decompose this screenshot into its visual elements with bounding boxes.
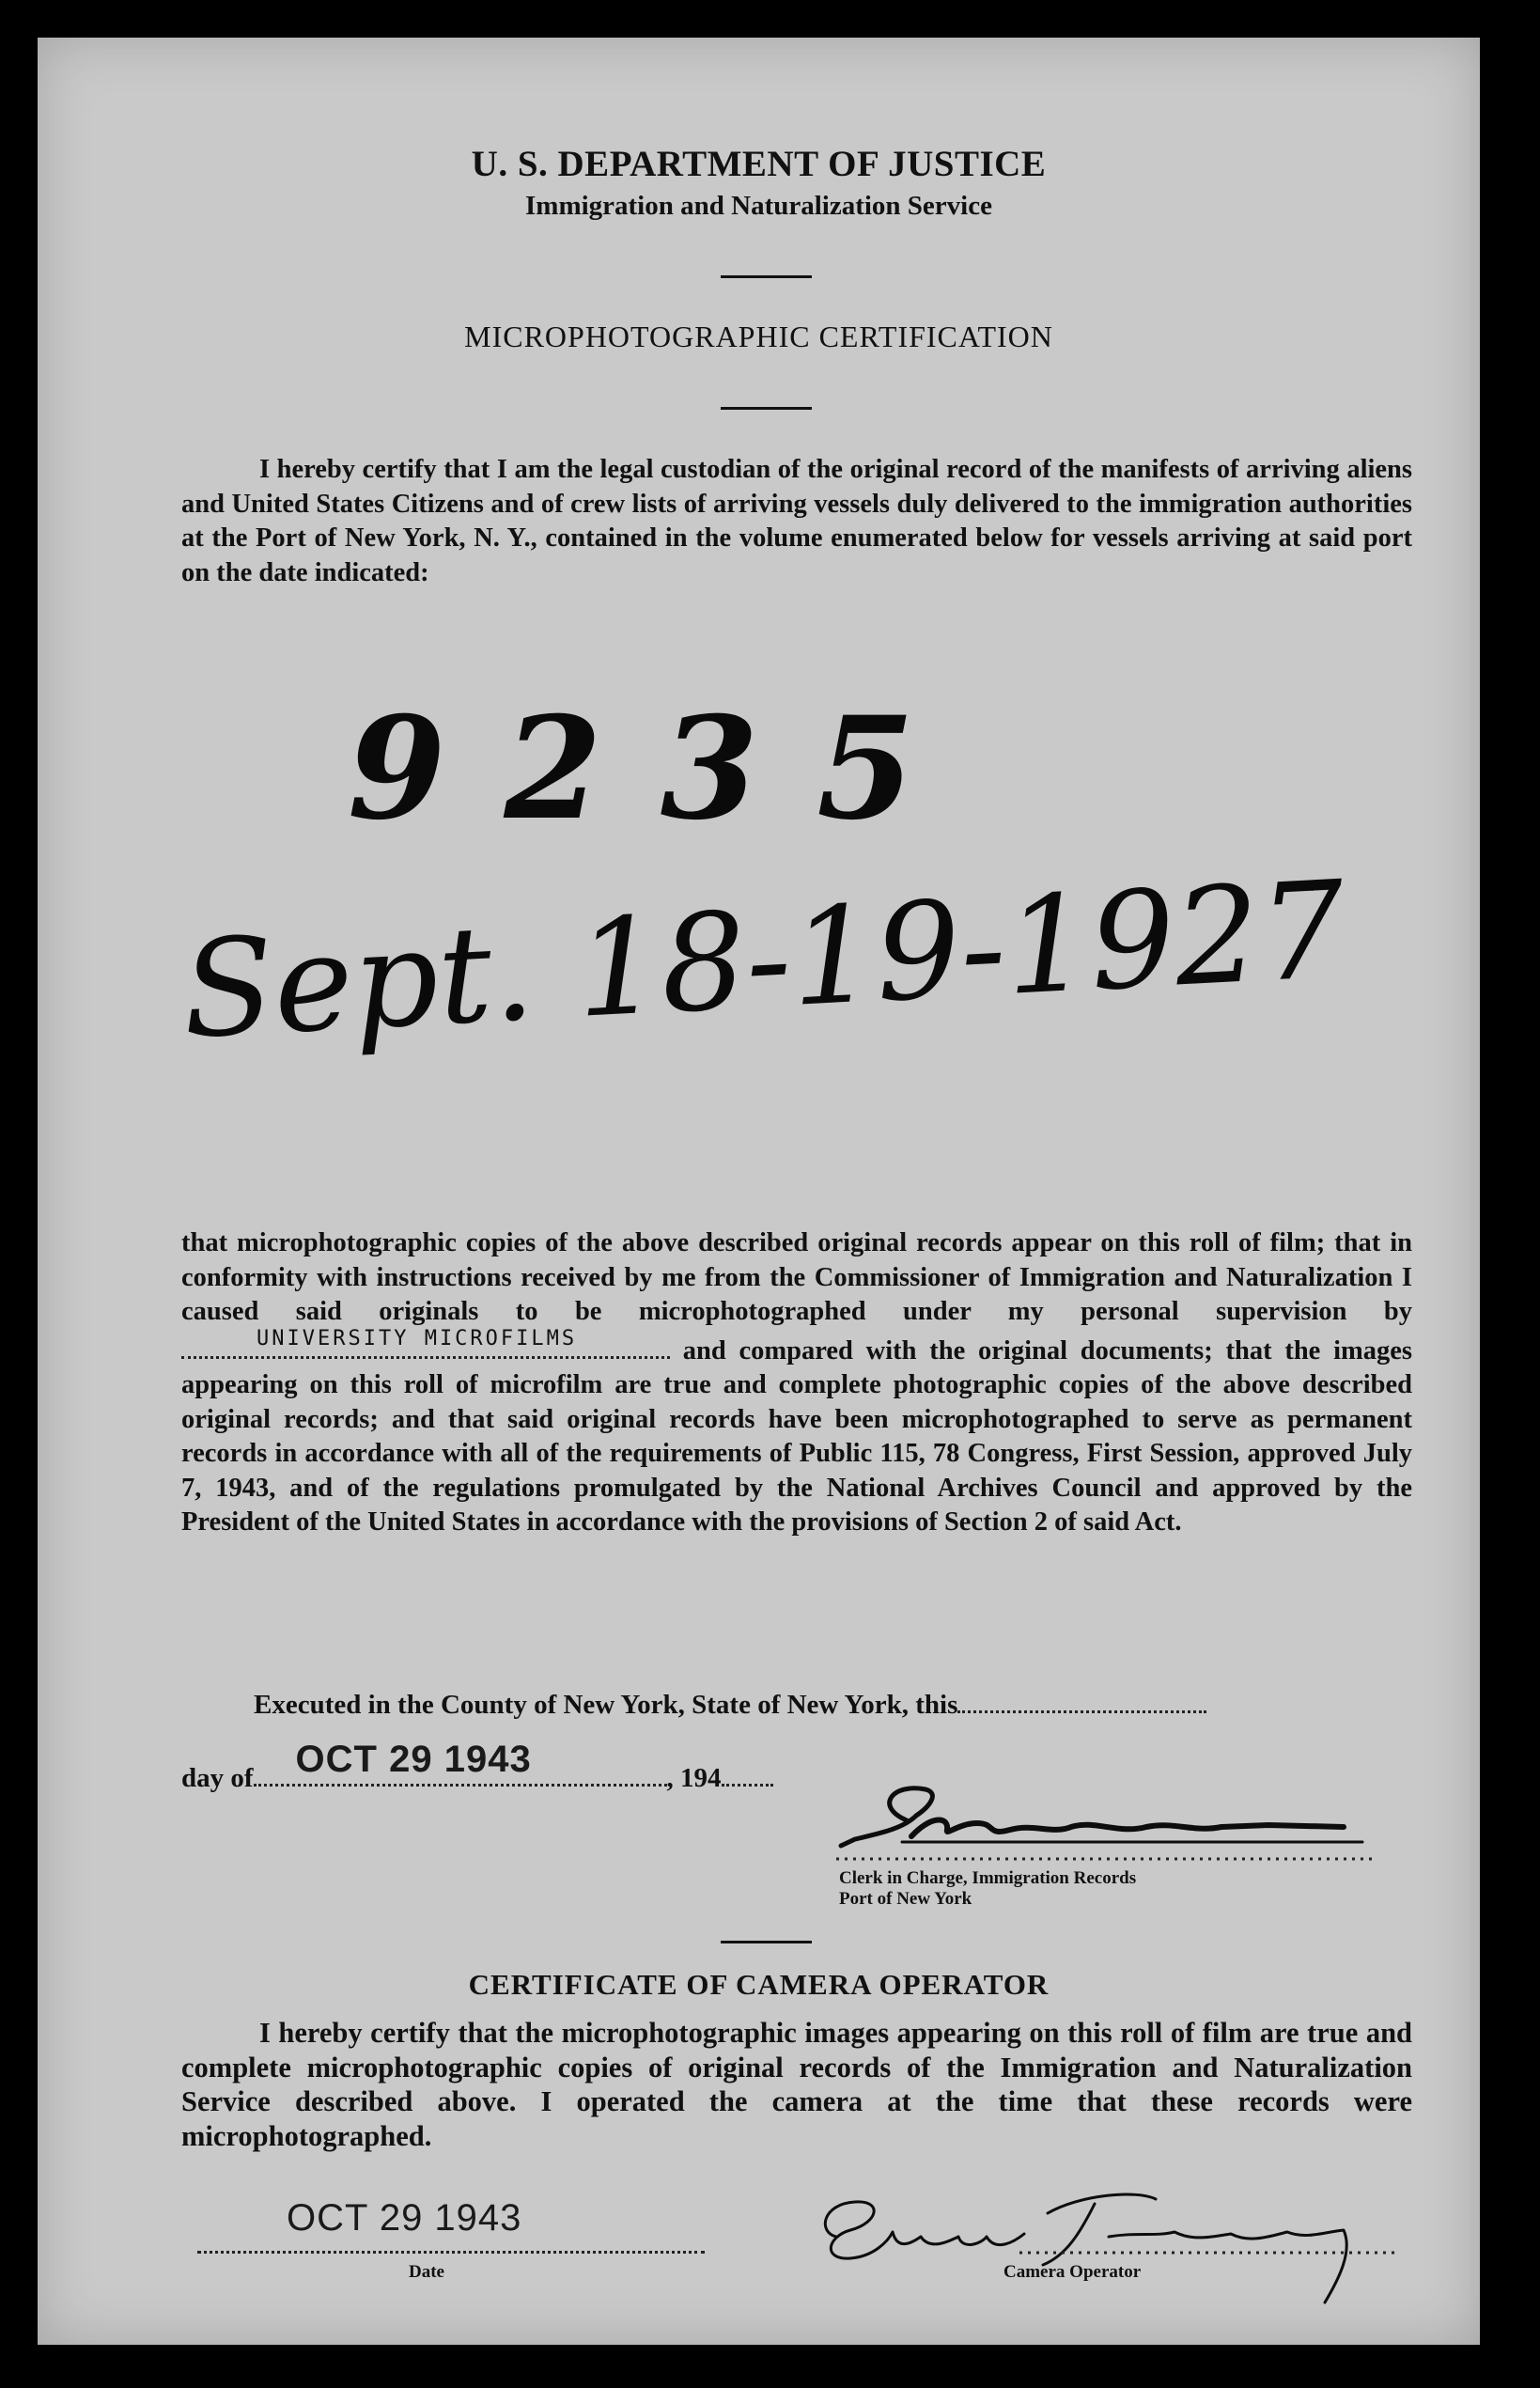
certification-paragraph xyxy=(181,1226,1412,1540)
operator-date-stamp: OCT 29 1943 xyxy=(287,2197,522,2239)
date-field xyxy=(197,2199,705,2254)
year-dots xyxy=(722,1784,773,1787)
execution-text: Executed in the County of New York, State of New York, this xyxy=(254,1690,958,1720)
clerk-signature xyxy=(836,1778,1372,1863)
camera-operator-signature xyxy=(799,2185,1409,2317)
clerk-title: Clerk in Charge, Immigration Records xyxy=(839,1868,1137,1888)
camera-operator-title: CERTIFICATE OF CAMERA OPERATOR xyxy=(468,1968,1050,2001)
execution-dots xyxy=(957,1710,1206,1713)
camera-operator-label: Camera Operator xyxy=(1003,2262,1142,2282)
certification-text-part2: and compared with the original documents; that the images appearing on this roll of microfilm are true and complete photographic copies of the above described original records; and that said original records have been microphotographed to serve as permanent records in accordance with all of the requirements of Public 115, 78 Congress, First Session, approved July 7, 1943, and of the regulations promulgated by the National Archives Council and approved by the President of the United States in accordance with the provisions of Section 2 of said Act. xyxy=(181,1335,1412,1537)
service-subheading: Immigration and Naturalization Service xyxy=(525,191,992,221)
date-label: Date xyxy=(409,2262,444,2282)
certification-text-part1: that microphotographic copies of the above described original records appear on this roll of film; that in conformity with instructions received by me from the Commissioner of Immigration and Naturalization I caused said originals to be microphotographed under my personal supervision by xyxy=(181,1228,1412,1326)
handwritten-arrival-dates: Sept. 18-19-1927 xyxy=(179,852,1349,1069)
divider xyxy=(721,407,812,410)
photographer-field xyxy=(181,1326,670,1359)
photographer-stamp: UNIVERSITY MICROFILMS xyxy=(257,1326,578,1350)
handwritten-volume-number: 9235 xyxy=(348,686,973,851)
day-line: day of OCT 29 1943 , 194 xyxy=(181,1759,773,1794)
custodian-paragraph: I hereby certify that I am the legal custodian of the original record of the manifests of arriving aliens and United States Citizens and of crew lists of arriving vessels duly delivered to the immigration authorities at the Port of New York, N. Y., contained in the volume enumerated below for vessels arriving at said port on the date indicated: xyxy=(181,455,1412,587)
clerk-place: Port of New York xyxy=(839,1889,972,1909)
execution-date-stamp: OCT 29 1943 xyxy=(295,1739,532,1780)
camera-operator-paragraph: I hereby certify that the microphotographic images appearing on this roll of film are true and complete microphotographic copies of original records of the Immigration and Naturalization Service described above. I operated the camera at the time that these records were microphotographed. xyxy=(181,2017,1412,2152)
divider xyxy=(721,1941,812,1943)
certificate-page xyxy=(38,38,1480,2345)
certification-title: MICROPHOTOGRAPHIC CERTIFICATION xyxy=(464,320,1053,353)
divider xyxy=(721,275,812,278)
department-heading: U. S. DEPARTMENT OF JUSTICE xyxy=(471,144,1047,184)
year-prefix: 194 xyxy=(680,1763,722,1793)
day-label: day of xyxy=(181,1763,254,1793)
execution-line xyxy=(254,1690,1206,1721)
